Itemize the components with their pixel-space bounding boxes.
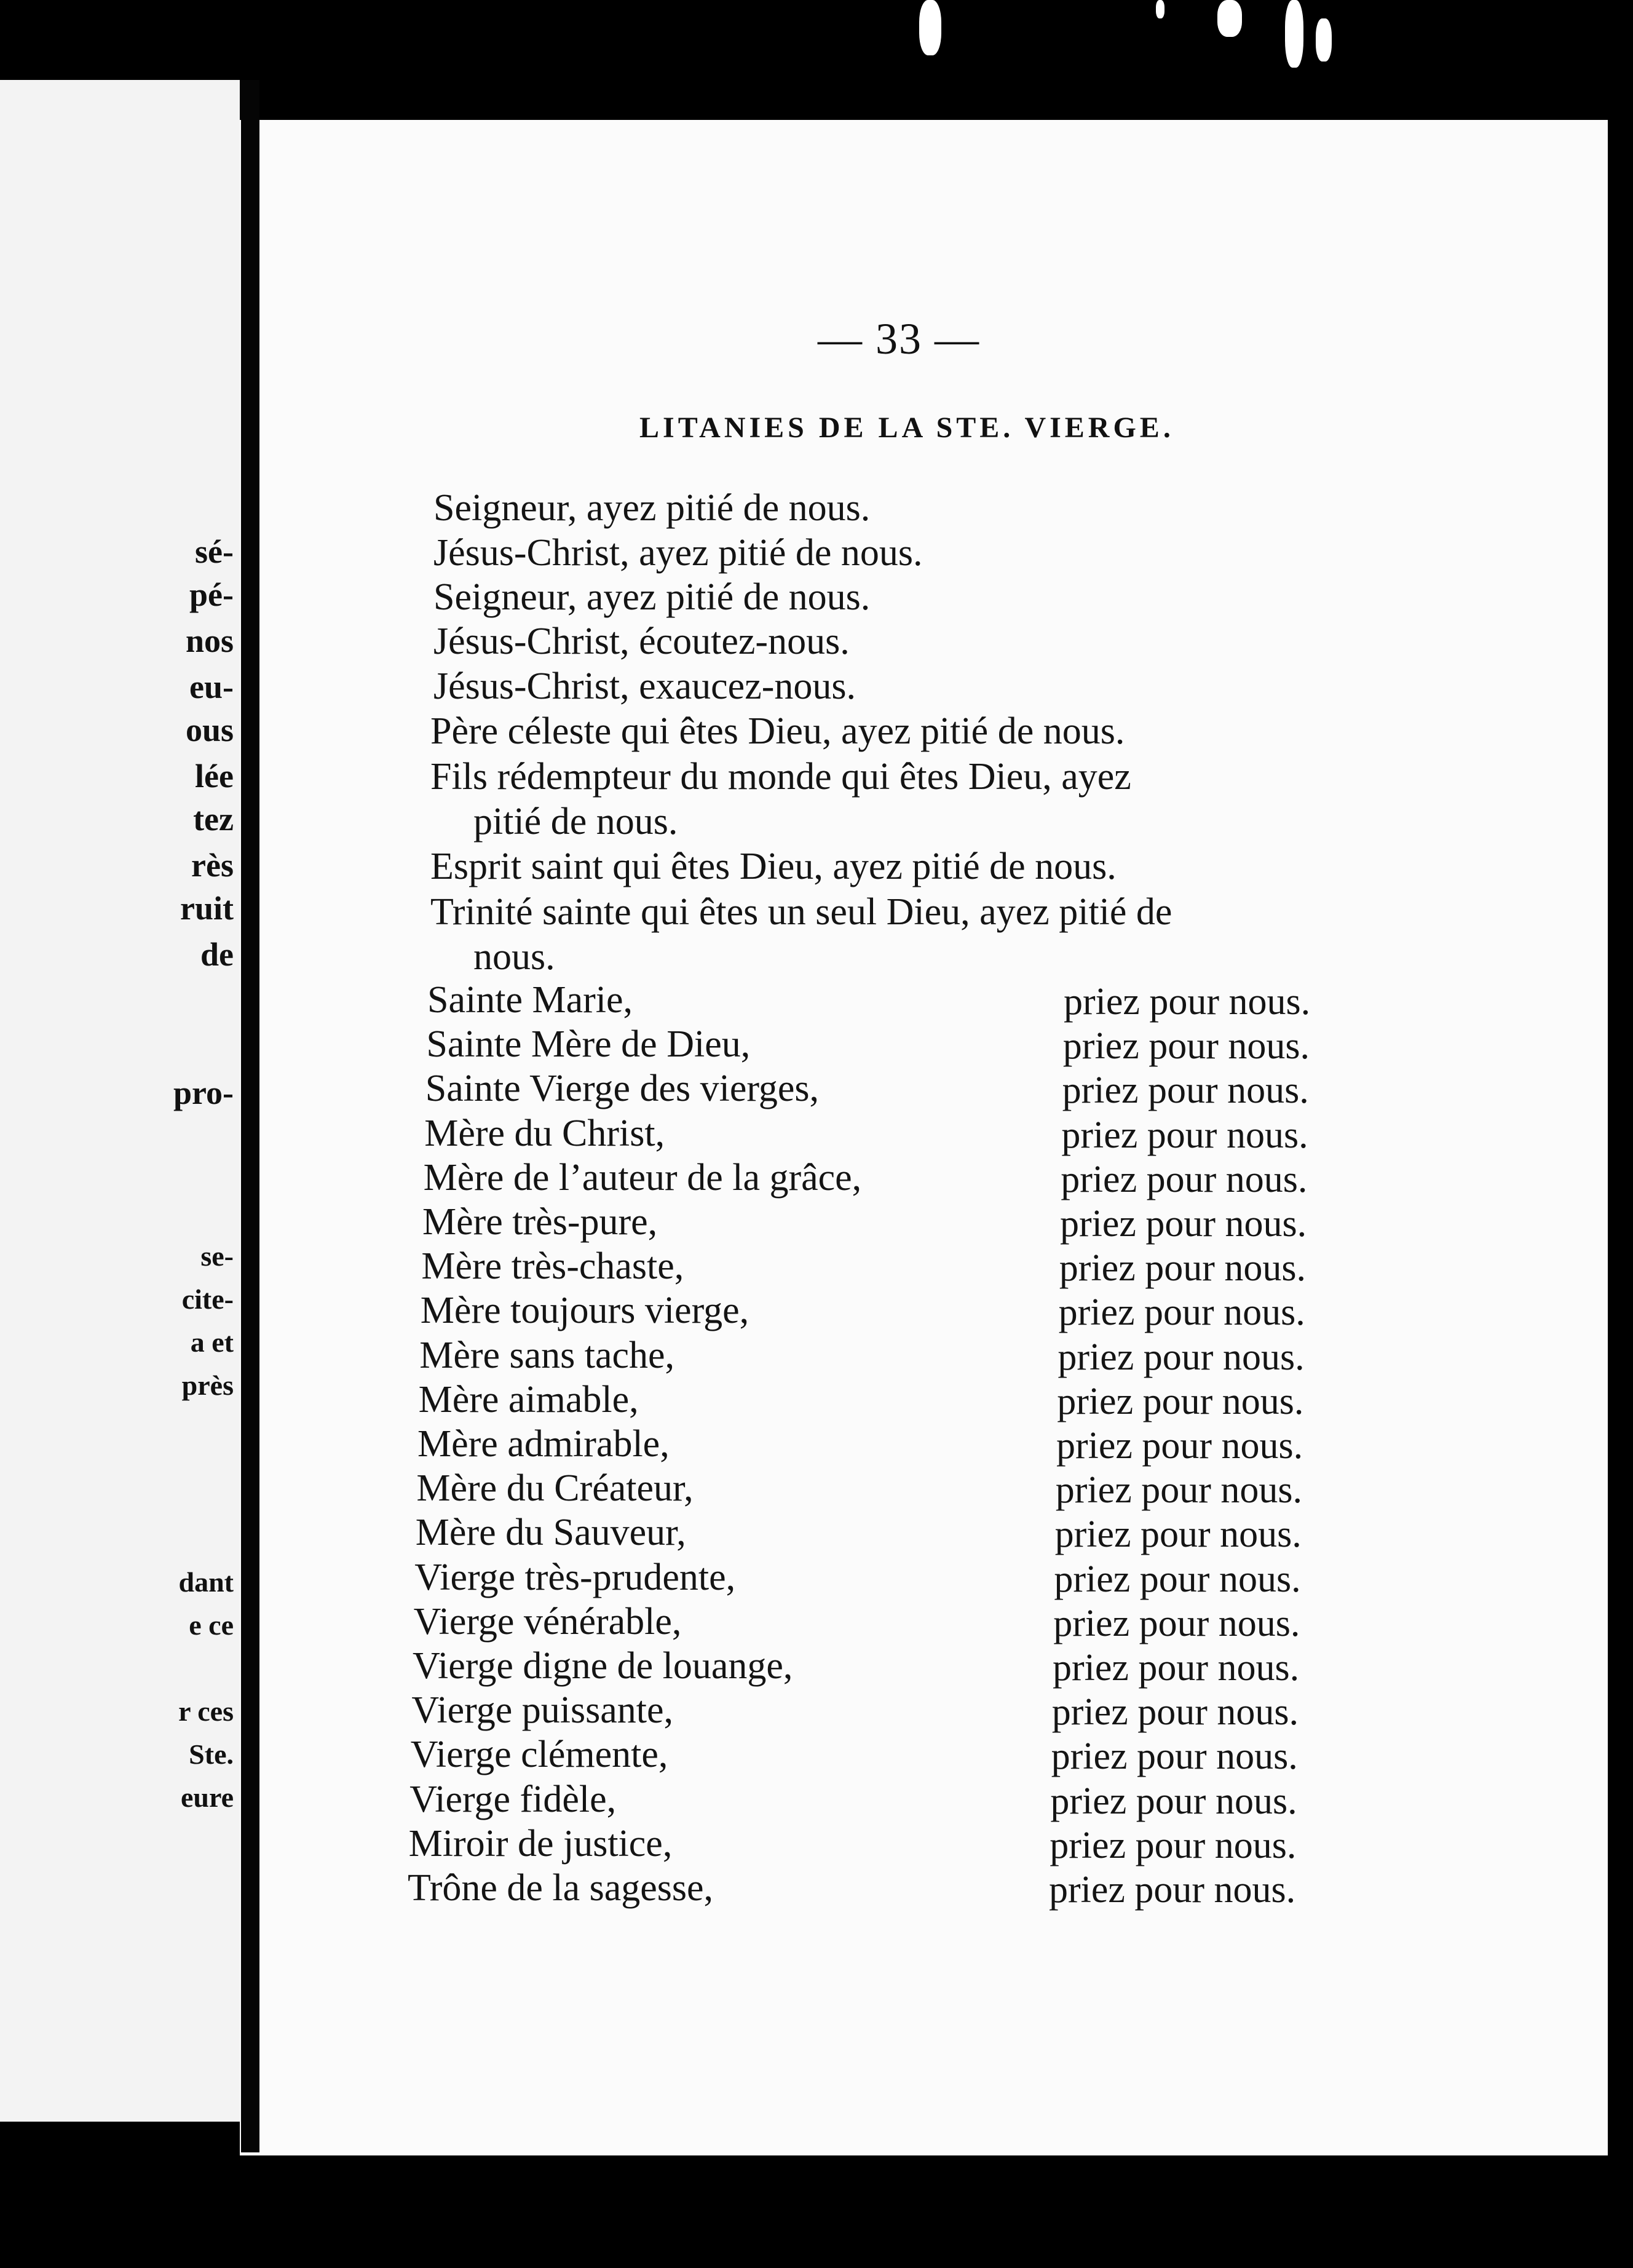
left-page-fragment: Ste. xyxy=(189,1739,234,1770)
invocation-line: Esprit saint qui êtes Dieu, ayez pitié de nous. xyxy=(430,846,1117,887)
invocation-line: Jésus-Christ, exaucez-nous. xyxy=(433,665,856,707)
litany-name: Mère du Christ, xyxy=(424,1112,665,1154)
left-page-fragment: eure xyxy=(180,1782,234,1813)
litany-name: Trône de la sagesse, xyxy=(408,1867,714,1909)
litany-name: Mère très-pure, xyxy=(422,1201,658,1243)
left-page-fragment: e ce xyxy=(189,1609,234,1641)
invocation-line: Fils rédempteur du monde qui êtes Dieu, ayez xyxy=(430,756,1131,798)
left-page-fragment: lée xyxy=(195,758,234,795)
litany-name: Vierge vénérable, xyxy=(413,1600,682,1643)
left-page-fragment: près xyxy=(181,1370,234,1401)
litany-name: Sainte Vierge des vierges, xyxy=(425,1068,820,1110)
litany-response: priez pour nous. xyxy=(1051,1691,1299,1734)
invocation-line: nous. xyxy=(473,936,555,978)
left-page xyxy=(0,80,240,2122)
left-page-fragment: se- xyxy=(200,1240,234,1272)
left-page-fragment: de xyxy=(200,936,234,973)
litany-name: Mère du Sauveur, xyxy=(415,1512,686,1554)
litany-response: priez pour nous. xyxy=(1054,1558,1301,1600)
litany-response: priez pour nous. xyxy=(1053,1602,1300,1644)
litany-name: Sainte Marie, xyxy=(427,979,633,1021)
litany-response: priez pour nous. xyxy=(1055,1469,1302,1512)
litany-name: Miroir de justice, xyxy=(408,1822,673,1865)
invocation-line: Jésus-Christ, écoutez-nous. xyxy=(433,621,850,662)
left-page-fragment: tez xyxy=(193,801,234,838)
left-page-fragment: dant xyxy=(178,1566,234,1598)
litany-name: Vierge clémente, xyxy=(410,1734,668,1776)
litany-name: Vierge puissante, xyxy=(411,1689,673,1732)
left-page-fragment: ruit xyxy=(180,890,234,927)
litany-name: Mère toujours vierge, xyxy=(420,1290,749,1332)
litany-name: Mère admirable, xyxy=(417,1423,670,1465)
litany-response: priez pour nous. xyxy=(1050,1780,1297,1822)
litany-response: priez pour nous. xyxy=(1062,1069,1309,1112)
invocation-line: pitié de nous. xyxy=(473,801,678,843)
invocation-line: Seigneur, ayez pitié de nous. xyxy=(433,487,871,529)
litany-response: priez pour nous. xyxy=(1059,1247,1306,1290)
page-title: LITANIES DE LA STE. VIERGE. xyxy=(639,411,1174,444)
invocation-line: Trinité sainte qui êtes un seul Dieu, ayez pitié de xyxy=(430,891,1172,933)
litany-response: priez pour nous. xyxy=(1054,1513,1302,1556)
litany-response: priez pour nous. xyxy=(1061,1114,1308,1156)
litany-response: priez pour nous. xyxy=(1061,1158,1308,1200)
page-number: — 33 — xyxy=(818,314,980,363)
litany-response: priez pour nous. xyxy=(1050,1824,1297,1866)
left-page-fragment: nos xyxy=(185,622,234,659)
litany-name: Mère aimable, xyxy=(418,1378,639,1421)
litany-name: Mère du Créateur, xyxy=(416,1467,694,1510)
invocation-line: Jésus-Christ, ayez pitié de nous. xyxy=(433,532,923,574)
litany-response: priez pour nous. xyxy=(1062,1025,1310,1068)
litany-response: priez pour nous. xyxy=(1057,1380,1304,1422)
left-page-fragment: r ces xyxy=(178,1695,234,1727)
litany-response: priez pour nous. xyxy=(1060,1203,1307,1245)
litany-response: priez pour nous. xyxy=(1058,1336,1305,1378)
litany-response: priez pour nous. xyxy=(1051,1735,1298,1778)
litany-response: priez pour nous. xyxy=(1049,1869,1296,1911)
litany-name: Mère très-chaste, xyxy=(421,1245,684,1288)
litany-name: Vierge très-prudente, xyxy=(414,1556,736,1598)
invocation-line: Père céleste qui êtes Dieu, ayez pitié de nous. xyxy=(430,710,1125,752)
invocation-line: Seigneur, ayez pitié de nous. xyxy=(433,576,871,618)
left-page-fragment: a et xyxy=(190,1326,234,1358)
litany-name: Mère de l’auteur de la grâce, xyxy=(423,1156,862,1199)
book-spine xyxy=(241,80,259,2152)
left-page-fragment: cite- xyxy=(181,1283,234,1315)
litany-response: priez pour nous. xyxy=(1053,1647,1300,1689)
left-page-fragment: ous xyxy=(185,712,234,748)
left-page-fragment: sé- xyxy=(195,533,234,570)
litany-response: priez pour nous. xyxy=(1058,1291,1305,1334)
litany-name: Vierge fidèle, xyxy=(409,1778,617,1820)
left-page-fragment: eu- xyxy=(189,668,234,705)
litany-name: Mère sans tache, xyxy=(419,1334,675,1376)
left-page-fragment: pé- xyxy=(189,576,234,613)
litany-name: Vierge digne de louange, xyxy=(413,1645,793,1687)
litany-response: priez pour nous. xyxy=(1064,981,1311,1023)
litany-name: Sainte Mère de Dieu, xyxy=(426,1023,751,1066)
litany-response: priez pour nous. xyxy=(1056,1425,1303,1467)
left-page-fragment: pro- xyxy=(173,1074,234,1111)
left-page-fragment: rès xyxy=(191,847,234,884)
